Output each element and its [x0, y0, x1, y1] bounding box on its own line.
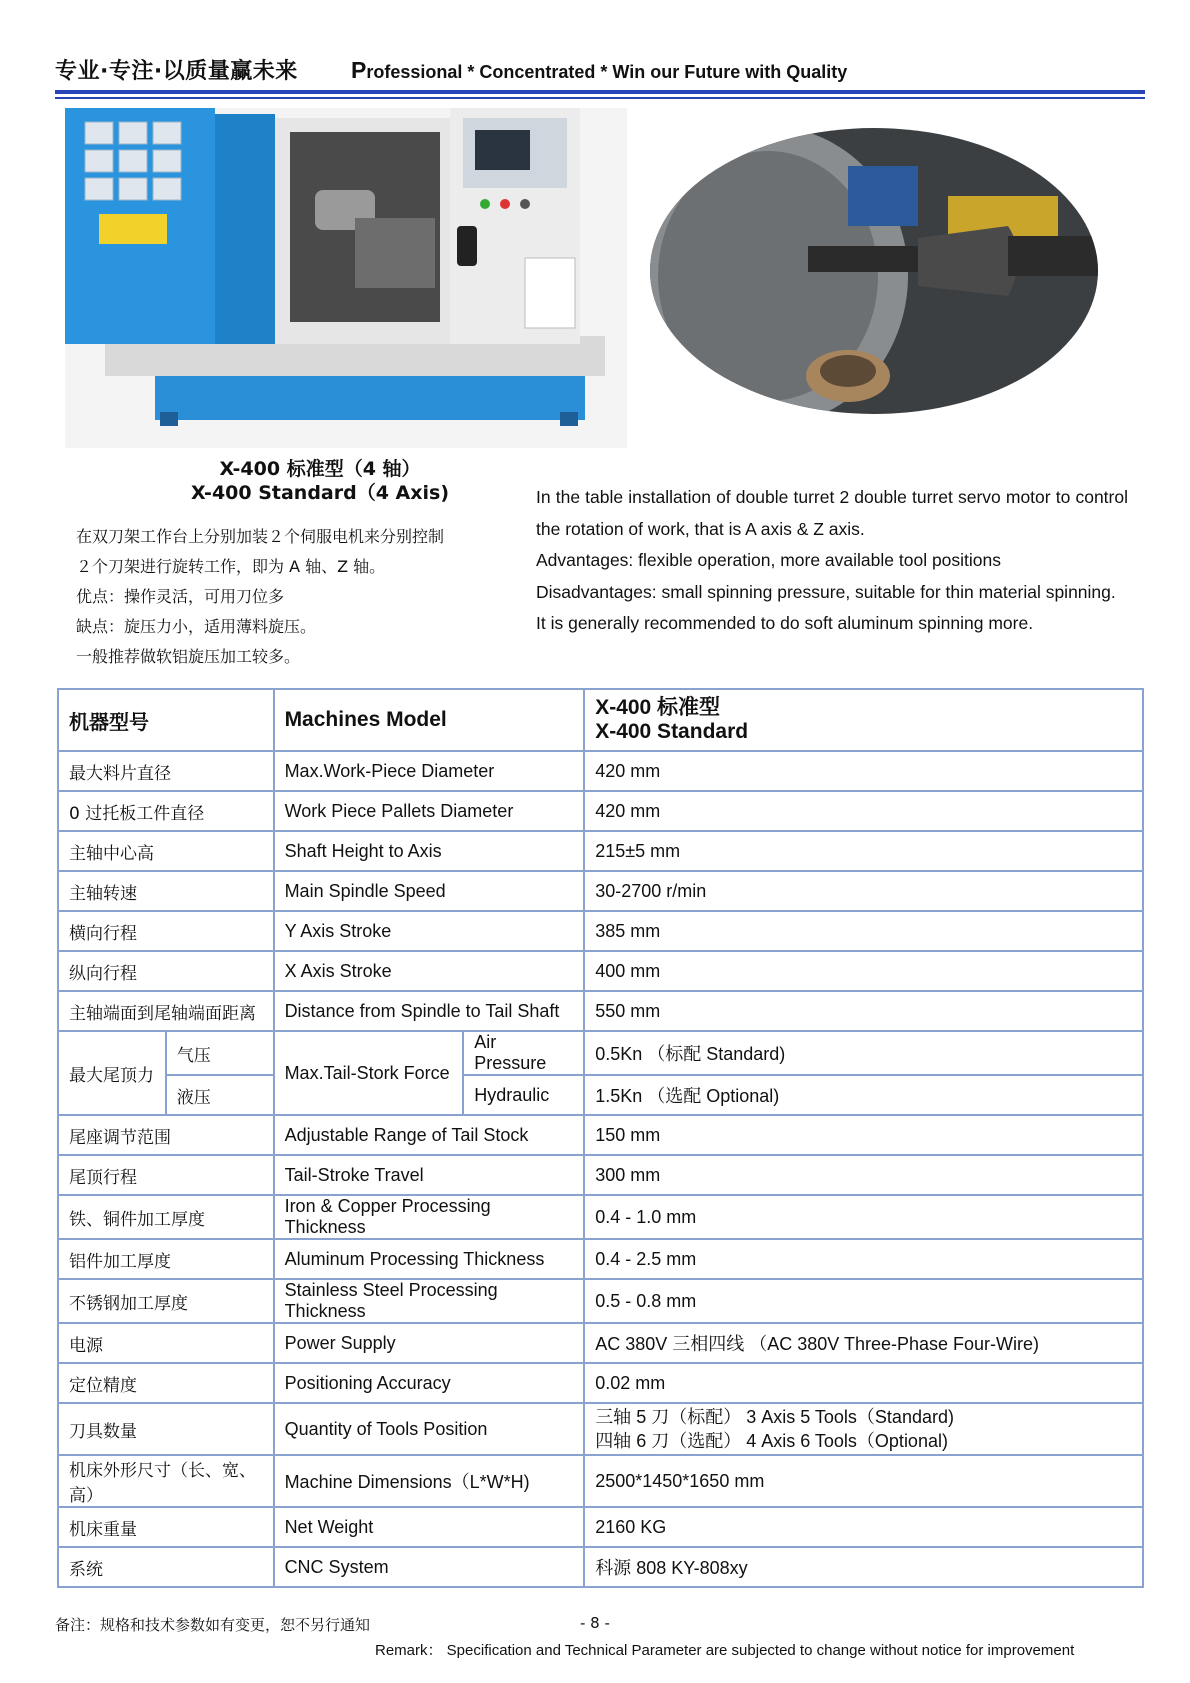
- page-number: - 8 -: [580, 1614, 610, 1632]
- row-label-cn: 纵向行程: [58, 951, 274, 991]
- header-cn: 机器型号: [58, 689, 274, 751]
- table-row: [58, 1239, 1143, 1279]
- row-label-cn: 机床外形尺寸（长、宽、高）: [58, 1455, 274, 1507]
- table-row: [58, 1115, 1143, 1155]
- row-label-en: Power Supply: [274, 1323, 585, 1363]
- tools-value-optional: 四轴 6 刀（选配） 4 Axis 6 Tools（Optional): [595, 1431, 948, 1451]
- table-row: [58, 1363, 1143, 1403]
- row-label-en: Adjustable Range of Tail Stock: [274, 1115, 585, 1155]
- row-value: 0.02 mm: [584, 1363, 1143, 1403]
- row-label-cn: 不锈钢加工厚度: [58, 1279, 274, 1323]
- row-label-cn: 主轴中心高: [58, 831, 274, 871]
- row-label-en: Main Spindle Speed: [274, 871, 585, 911]
- footer-note-cn: 备注：规格和技术参数如有变更，恕不另行通知: [55, 1616, 371, 1634]
- row-label-cn: 铝件加工厚度: [58, 1239, 274, 1279]
- row-value: 0.5 - 0.8 mm: [584, 1279, 1143, 1323]
- table-row: [58, 831, 1143, 871]
- desc-en-paragraph: Disadvantages: small spinning pressure, suitable for thin material spinning.: [536, 581, 1116, 602]
- spec-table: [57, 688, 1144, 1588]
- row-label-en: Max.Work-Piece Diameter: [274, 751, 585, 791]
- slogan-en-rest: rofessional * Concentrated * Win our Future with Quality: [366, 62, 848, 82]
- desc-cn-line: 缺点：旋压力小，适用薄料旋压。: [76, 617, 317, 636]
- row-label-en: Iron & Copper Processing Thickness: [274, 1195, 585, 1239]
- table-row-air: [58, 1031, 1143, 1075]
- row-value: 2500*1450*1650 mm: [584, 1455, 1143, 1507]
- slogan-en-initial: P: [351, 57, 367, 83]
- row-value: 科源 808 KY-808xy: [584, 1547, 1143, 1587]
- table-row: [58, 751, 1143, 791]
- row-label-cn: 铁、铜件加工厚度: [58, 1195, 274, 1239]
- row-label-cn: 系统: [58, 1547, 274, 1587]
- table-row-hydraulic: [58, 1075, 1143, 1115]
- row-value: 550 mm: [584, 991, 1143, 1031]
- row-label-cn: 主轴端面到尾轴端面距离: [58, 991, 274, 1031]
- air-value: 0.5Kn （标配 Standard): [584, 1031, 1143, 1075]
- table-row: [58, 911, 1143, 951]
- caption-cn: X-400 标准型（4 轴）: [219, 458, 421, 480]
- header-model-en: X-400 Standard: [595, 720, 749, 743]
- table-row: [58, 1455, 1143, 1507]
- table-row: [58, 1155, 1143, 1195]
- tools-value: [584, 1403, 1143, 1455]
- table-row: [58, 991, 1143, 1031]
- desc-en-paragraph: Advantages: flexible operation, more available tool positions: [536, 550, 1002, 570]
- row-label-en: Aluminum Processing Thickness: [274, 1239, 585, 1279]
- desc-cn-line: 一般推荐做软铝旋压加工较多。: [76, 647, 301, 666]
- table-row: [58, 871, 1143, 911]
- tools-value-standard: 三轴 5 刀（标配） 3 Axis 5 Tools（Standard): [595, 1407, 954, 1427]
- row-label-cn: 最大料片直径: [58, 751, 274, 791]
- row-value: 2160 KG: [584, 1507, 1143, 1547]
- header-rule-thick: [55, 90, 1145, 94]
- table-row: [58, 1323, 1143, 1363]
- row-label-en: Distance from Spindle to Tail Shaft: [274, 991, 585, 1031]
- row-value: 385 mm: [584, 911, 1143, 951]
- table-row: [58, 791, 1143, 831]
- table-header-row: [58, 689, 1143, 751]
- row-value: 0.4 - 2.5 mm: [584, 1239, 1143, 1279]
- row-label-en: Work Piece Pallets Diameter: [274, 791, 585, 831]
- row-value: 150 mm: [584, 1115, 1143, 1155]
- page-header: [55, 52, 1145, 82]
- table-row: [58, 1547, 1143, 1587]
- row-label-cn: 0 过托板工件直径: [58, 791, 274, 831]
- row-label-cn: 尾座调节范围: [58, 1115, 274, 1155]
- row-value: 0.4 - 1.0 mm: [584, 1195, 1143, 1239]
- row-label-en: X Axis Stroke: [274, 951, 585, 991]
- spinning-process-photo: [648, 126, 1100, 416]
- header-rule-thin: [55, 97, 1145, 99]
- description-en: [536, 482, 1128, 640]
- footer-remark-en: Remark： Specification and Technical Parameter are subjected to change without notice for improvement: [375, 1642, 1075, 1659]
- hydraulic-label-en: Hydraulic: [463, 1075, 584, 1115]
- row-label-en: CNC System: [274, 1547, 585, 1587]
- row-label-en: Shaft Height to Axis: [274, 831, 585, 871]
- row-label-cn: 机床重量: [58, 1507, 274, 1547]
- row-label-en: Positioning Accuracy: [274, 1363, 585, 1403]
- row-value: 400 mm: [584, 951, 1143, 991]
- row-label-cn: 定位精度: [58, 1363, 274, 1403]
- machine-caption: [180, 457, 460, 505]
- air-label-en: Air Pressure: [463, 1031, 584, 1075]
- tail-force-label-en: Max.Tail-Stork Force: [274, 1031, 464, 1115]
- row-label-en: Machine Dimensions（L*W*H): [274, 1455, 585, 1507]
- row-label-cn: 主轴转速: [58, 871, 274, 911]
- desc-cn-line: 在双刀架工作台上分别加装２个伺服电机来分别控制: [76, 527, 445, 546]
- header-model-cn: X-400 标准型: [595, 696, 721, 719]
- slogan-cn: 专业·专注·以质量赢未来: [55, 59, 298, 84]
- machine-photo: [65, 108, 627, 448]
- row-value: 420 mm: [584, 791, 1143, 831]
- row-value: AC 380V 三相四线 （AC 380V Three-Phase Four-Wire): [584, 1323, 1143, 1363]
- row-label-cn: 电源: [58, 1323, 274, 1363]
- caption-en: X-400 Standard（4 Axis): [190, 482, 450, 504]
- row-label-en: Y Axis Stroke: [274, 911, 585, 951]
- table-row: [58, 1507, 1143, 1547]
- row-label-en: Stainless Steel Processing Thickness: [274, 1279, 585, 1323]
- tools-label-cn: 刀具数量: [58, 1403, 274, 1455]
- row-label-en: Tail-Stroke Travel: [274, 1155, 585, 1195]
- row-label-cn: 尾顶行程: [58, 1155, 274, 1195]
- table-row-tools: [58, 1403, 1143, 1455]
- tail-force-label-cn: 最大尾顶力: [58, 1031, 166, 1115]
- row-value: 420 mm: [584, 751, 1143, 791]
- row-value: 215±5 mm: [584, 831, 1143, 871]
- row-value: 300 mm: [584, 1155, 1143, 1195]
- hydraulic-value: 1.5Kn （选配 Optional): [584, 1075, 1143, 1115]
- header-en: Machines Model: [274, 689, 585, 751]
- desc-en-paragraph: In the table installation of double turret 2 double turret servo motor to control the rotation of work, that is A axis & Z axis.: [536, 487, 1128, 539]
- table-row: [58, 1279, 1143, 1323]
- tools-label-en: Quantity of Tools Position: [274, 1403, 585, 1455]
- slogan-en: [351, 57, 847, 84]
- desc-cn-line: ２个刀架进行旋转工作，即为 A 轴、Z 轴。: [76, 557, 386, 576]
- air-label-cn: 气压: [166, 1031, 274, 1075]
- desc-cn-line: 优点：操作灵活，可用刀位多: [76, 587, 285, 606]
- row-label-en: Net Weight: [274, 1507, 585, 1547]
- header-model: [584, 689, 1143, 751]
- desc-en-paragraph: It is generally recommended to do soft aluminum spinning more.: [536, 613, 1034, 633]
- description-cn: [76, 522, 516, 672]
- hydraulic-label-cn: 液压: [166, 1075, 274, 1115]
- table-row: [58, 951, 1143, 991]
- row-value: 30-2700 r/min: [584, 871, 1143, 911]
- table-row: [58, 1195, 1143, 1239]
- row-label-cn: 横向行程: [58, 911, 274, 951]
